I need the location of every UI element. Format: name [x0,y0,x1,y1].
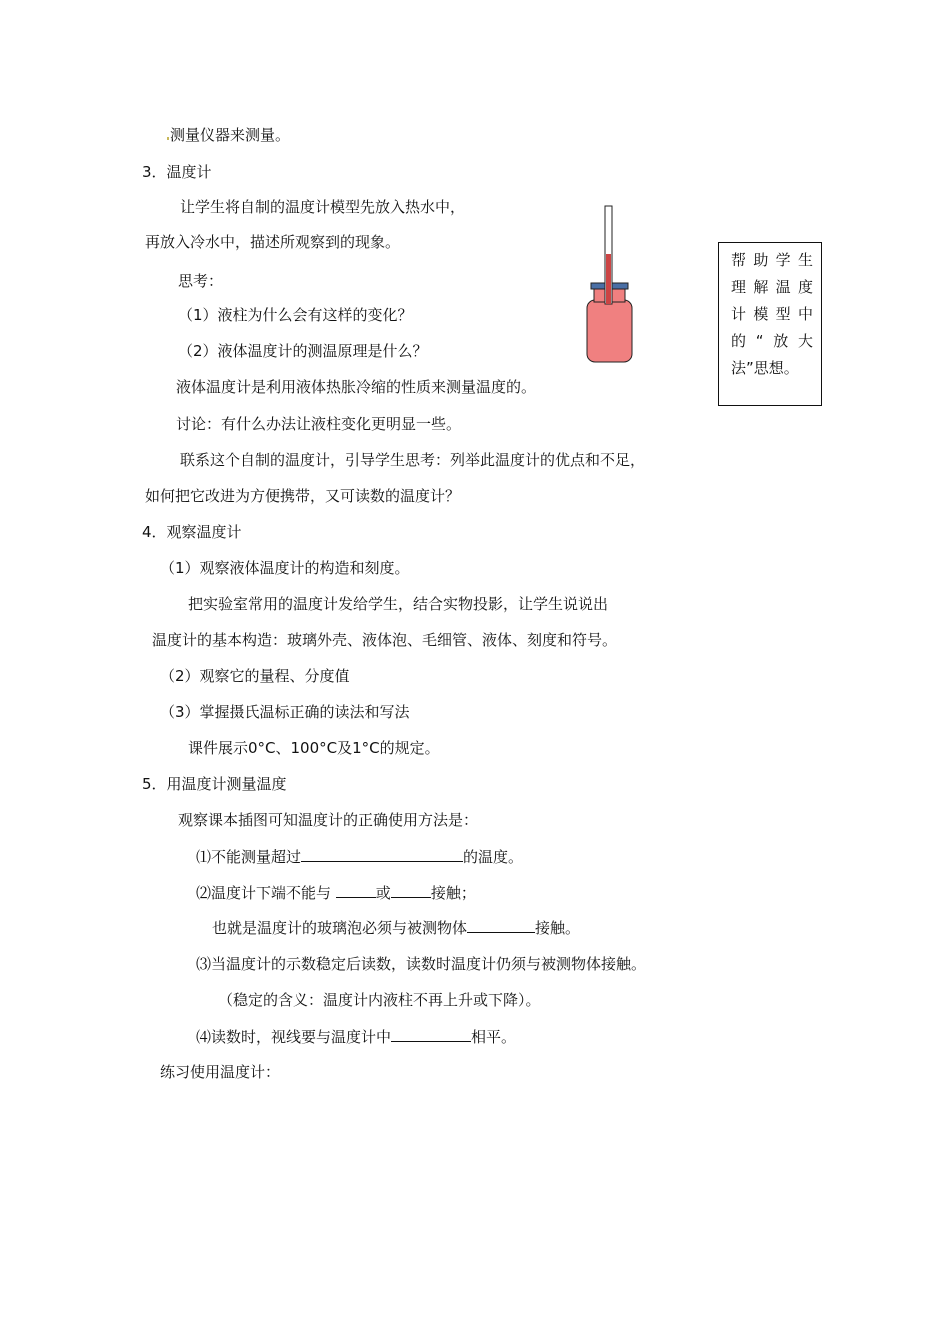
fill-blank [391,883,431,898]
thermometer-model-icon [582,204,642,364]
note-line: 帮助学生 [731,251,813,269]
rule-2-text: ⑵温度计下端不能与 [196,884,332,902]
text-line: 再放入冷水中，描述所观察到的现象。 [145,233,401,251]
text-line: 温度计的基本构造：玻璃外壳、液体泡、毛细管、液体、刻度和符号。 [152,631,618,649]
text-line: 练习使用温度计： [160,1063,281,1081]
note-line: 计模型中 [731,305,813,323]
rule-4 [196,1027,516,1046]
rule-4-text: ⑷读数时，视线要与温度计中 [196,1028,392,1046]
text-line: 把实验室常用的温度计发给学生，结合实物投影，让学生说说出 [188,595,609,613]
text-line: 液体温度计是利用液体热胀冷缩的性质来测量温度的。 [176,378,537,396]
text-line: （1）观察液体温度计的构造和刻度。 [160,559,410,577]
fill-blank [467,918,535,933]
note-line: 理解温度 [731,278,813,296]
fill-blank [301,847,463,862]
rule-2-detail-text: 也就是温度计的玻璃泡必须与被测物体 [212,919,468,937]
text-line: 如何把它改进为方便携带，又可读数的温度计？ [145,487,461,505]
section-heading: 5．用温度计测量温度 [142,775,287,793]
text-line: 让学生将自制的温度计模型先放入热水中， [180,198,466,216]
section-heading: 4．观察温度计 [142,523,242,541]
text-line: （3）掌握摄氏温标正确的读法和写法 [160,703,410,721]
text-line: 观察课本插图可知温度计的正确使用方法是： [178,811,479,829]
text-line: 讨论：有什么办法让液柱变化更明显一些。 [176,415,462,433]
text-line: （1）液柱为什么会有这样的变化？ [178,306,413,324]
rule-1-text: ⑴不能测量超过 [196,848,302,866]
text-line: （2）观察它的量程、分度值 [160,667,350,685]
text-line: （2）液体温度计的测温原理是什么？ [178,342,428,360]
bottle-body [587,300,632,362]
rule-2-or: 或 [375,884,391,902]
liquid-column [606,254,611,304]
note-line: 法”思想。 [731,359,799,377]
rule-2-detail-suffix: 接触。 [535,919,581,937]
text-line: 思考： [178,272,224,290]
rule-3-note: （稳定的含义：温度计内液柱不再上升或下降）。 [218,991,541,1009]
rule-1-suffix: 的温度。 [463,848,524,866]
side-note [718,242,822,406]
rule-4-suffix: 相平。 [471,1028,517,1046]
rule-2 [196,883,476,902]
text-line: 课件展示0°C、100°C及1°C的规定。 [188,739,440,757]
rule-2-detail [212,918,580,937]
rule-2-suffix: 接触； [430,884,476,902]
rule-1 [196,847,523,866]
fill-blank [336,883,376,898]
rule-3: ⑶当温度计的示数稳定后读数，读数时温度计仍须与被测物体接触。 [196,955,647,973]
text-line: 联系这个自制的温度计，引导学生思考：列举此温度计的优点和不足， [180,451,646,469]
mark-dot [167,137,169,140]
text-line: 测量仪器来测量。 [168,126,290,144]
note-line: 的“放大 [731,332,813,350]
section-heading: 3．温度计 [142,163,212,181]
fill-blank [391,1027,471,1042]
